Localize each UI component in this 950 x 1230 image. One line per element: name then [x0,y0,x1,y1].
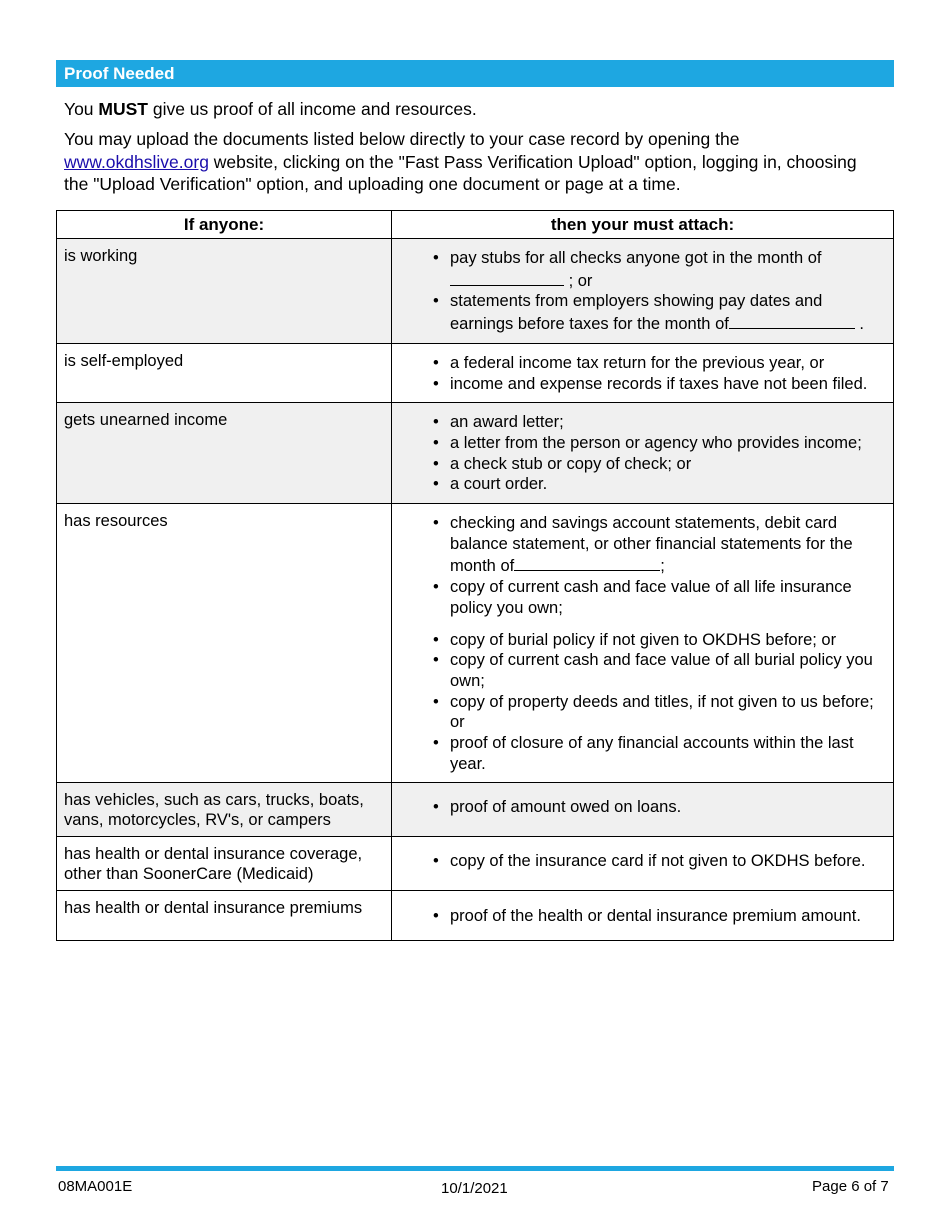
row-attachments [392,783,894,837]
attachment-list [400,851,887,872]
attachment-list [400,248,887,335]
table-header-row [57,211,894,239]
list-item: • copy of current cash and face value of all life insurance policy you own; [450,577,887,618]
must-bold: MUST [98,99,148,119]
list-item: • a check stub or copy of check; or [450,454,887,475]
list-item: • an award letter; [450,412,887,433]
attachment-list [400,353,887,394]
col-header-condition: If anyone: [57,211,392,239]
proof-table [56,210,894,941]
table-row [57,343,894,402]
list-item: • copy of property deeds and titles, if not given to us before; or [450,692,887,733]
table-row [57,783,894,837]
row-attachments [392,239,894,344]
list-item: • copy of burial policy if not given to OKDHS before; or [450,630,887,651]
upload-instructions [64,128,864,196]
table-row [57,239,894,344]
month-blank[interactable] [514,554,660,571]
table-row [57,837,894,891]
list-item: • copy of current cash and face value of all burial policy you own; [450,650,887,691]
attachment-list [400,797,887,818]
section-header: Proof Needed [56,60,894,87]
row-condition: has vehicles, such as cars, trucks, boats, vans, motorcycles, RV's, or campers [57,783,392,837]
form-number: 08MA001E [58,1178,133,1195]
list-item: • statements from employers showing pay dates and earnings before taxes for the month of . [450,291,887,334]
list-item: • proof of closure of any financial accounts within the last year. [450,733,887,774]
upload-pre: You may upload the documents listed below directly to your case record by opening the [64,129,740,149]
footer-divider [56,1166,894,1171]
attachment-list [400,630,887,775]
list-item: • proof of the health or dental insurance premium amount. [450,906,887,927]
must-post: give us proof of all income and resources. [147,99,477,119]
list-item: • copy of the insurance card if not given to OKDHS before. [450,851,887,872]
list-item: • a federal income tax return for the previous year, or [450,353,887,374]
table-row [57,504,894,783]
list-item: • checking and savings account statements, debit card balance statement, or other financial statements for the month of ; [450,513,887,577]
row-condition: has health or dental insurance premiums [57,891,392,941]
attachment-list [400,412,887,495]
month-blank[interactable] [450,269,564,286]
attachment-list [400,513,887,619]
row-condition: is working [57,239,392,344]
must-pre: You [64,99,99,119]
list-item: • income and expense records if taxes have not been filed. [450,374,887,395]
row-attachments [392,837,894,891]
month-blank[interactable] [729,312,855,329]
attachment-list [400,906,887,927]
col-header-attach: then your must attach: [392,211,894,239]
footer-date: 10/1/2021 [441,1180,508,1197]
must-statement [64,98,477,120]
list-item: • a court order. [450,474,887,495]
table-row [57,891,894,941]
okdhslive-link[interactable]: www.okdhslive.org [64,151,209,172]
table-row [57,403,894,504]
list-item: • a letter from the person or agency who provides income; [450,433,887,454]
row-condition: has resources [57,504,392,783]
page-number: Page 6 of 7 [812,1178,889,1195]
list-item: • pay stubs for all checks anyone got in the month of ; or [450,248,887,291]
list-item: • proof of amount owed on loans. [450,797,887,818]
row-condition: gets unearned income [57,403,392,504]
row-condition: is self-employed [57,343,392,402]
upload-post: website, clicking on the "Fast Pass Verification Upload" option, logging in, choosing the "Upload Verification" option, and uploading one document or page at a time. [64,151,857,194]
row-attachments [392,891,894,941]
row-attachments [392,403,894,504]
row-attachments [392,504,894,783]
row-attachments [392,343,894,402]
row-condition: has health or dental insurance coverage, other than SoonerCare (Medicaid) [57,837,392,891]
